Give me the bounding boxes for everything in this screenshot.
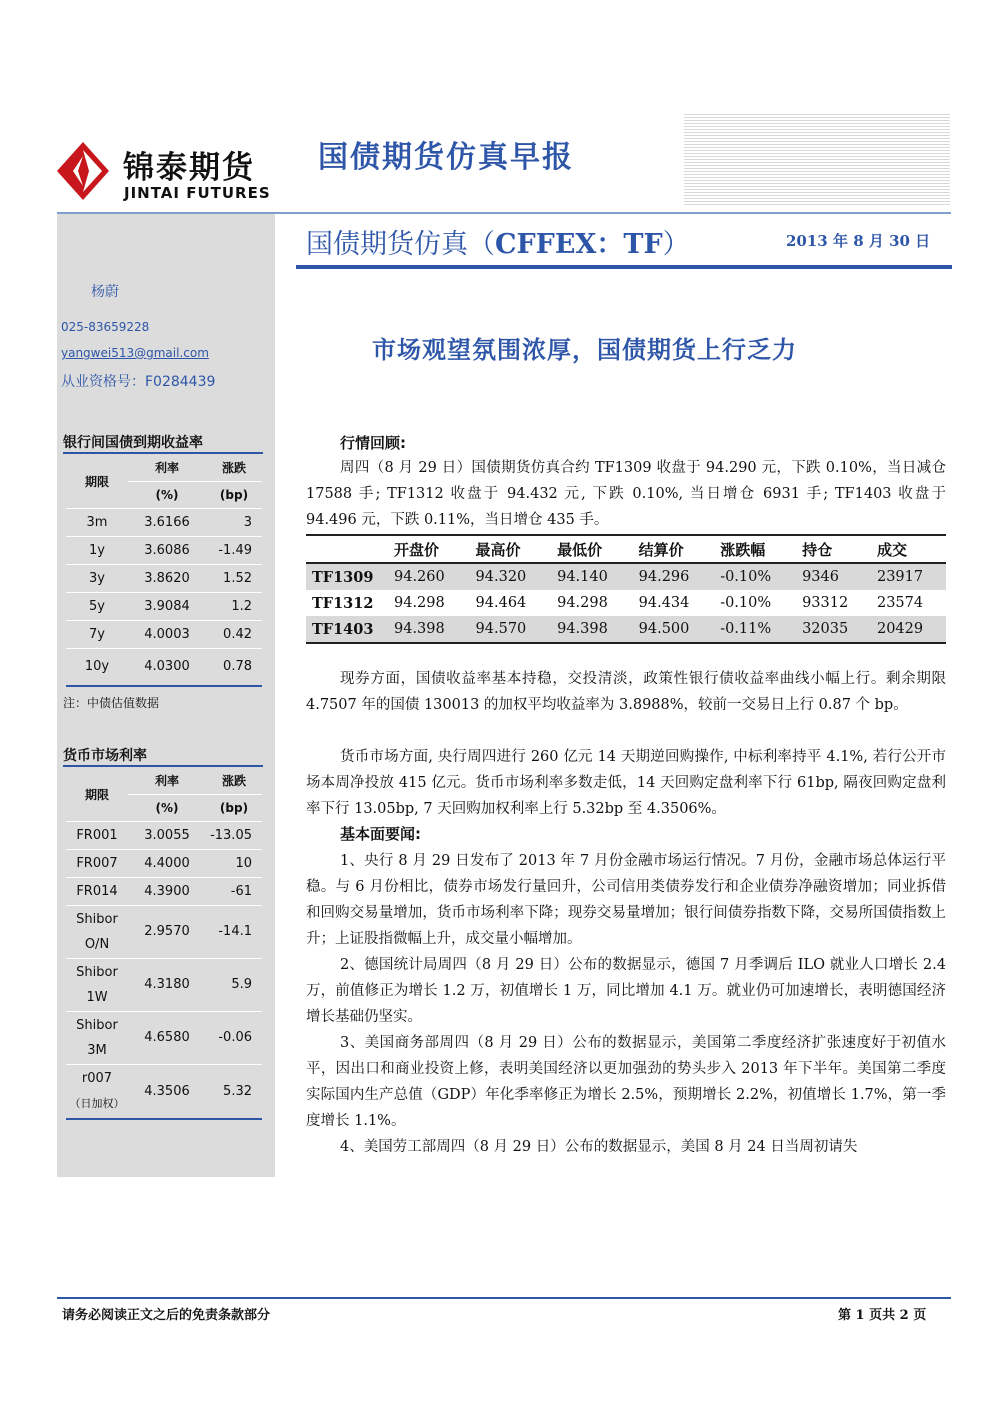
header-cell: 开盘价: [388, 535, 470, 563]
cell-volume: 23917: [871, 563, 946, 590]
report-title: 国债期货仿真早报: [318, 140, 574, 175]
col-rate-unit: (%): [128, 481, 206, 508]
cell-term: FR001: [66, 821, 128, 849]
cell-open: 94.398: [388, 616, 470, 643]
col-rate-header: 利率: [128, 768, 206, 794]
cell-rate: 4.4000: [128, 849, 206, 877]
author-license: 从业资格号：F0284439: [61, 374, 216, 390]
subheader-cn: 国债期货仿真（: [306, 229, 495, 260]
term-line1: Shibor: [76, 911, 118, 927]
table-row: [306, 563, 946, 590]
cell-volume: 23574: [876, 595, 924, 611]
cell-change: -14.1: [206, 905, 262, 958]
header-cell: 成交: [871, 535, 946, 563]
col-change-unit: (bp): [206, 794, 262, 821]
cell-term: 10y: [66, 648, 128, 686]
cell-term: [66, 1064, 128, 1119]
cell-change: -61: [206, 877, 262, 905]
col-term-header: 期限: [66, 768, 128, 821]
cell-change: -13.05: [206, 821, 262, 849]
term-line1: Shibor: [76, 964, 118, 980]
futures-table-header: [306, 535, 946, 563]
cell-rate: 3.9084: [128, 592, 206, 620]
cell-rate: 4.3900: [128, 877, 206, 905]
cell-rate: 3.8620: [128, 564, 206, 592]
cell-high: 94.570: [470, 616, 552, 643]
cell-change: 0.42: [206, 620, 262, 648]
col-change-header: 涨跌: [206, 768, 262, 794]
cell-change-pct: -0.10%: [714, 563, 796, 590]
cell-rate: 3.0055: [128, 821, 206, 849]
table-row: [66, 564, 262, 592]
header-cell: 持仓: [796, 535, 871, 563]
cell-open-interest: 93312: [802, 595, 849, 611]
cell-term: 7y: [66, 620, 128, 648]
cell-term: [66, 1011, 128, 1064]
cell-settle: 94.500: [633, 616, 715, 643]
term-line2: （日加权）: [69, 1097, 125, 1111]
term-line1: r007: [81, 1071, 113, 1087]
author-phone: 025-83659228: [61, 320, 150, 334]
table-row: [66, 905, 262, 958]
cell-open-interest: 32035: [796, 616, 871, 643]
term-line1: Shibor: [76, 1017, 118, 1033]
cell-term: 1y: [66, 536, 128, 564]
jintai-logo-icon: [55, 140, 111, 202]
cell-change: 5.9: [206, 958, 262, 1011]
money-market-paragraph: 货币市场方面, 央行周四进行 260 亿元 14 天期逆回购操作, 中标利率持平 4.1%, 若行公开市场本周净投放 415 亿元。货币市场利率多数走低，14 天回购定盘利率下行 61bp, 隔夜回购定盘利率下行 13.05bp, 7 天回购加权利率上行 5.32bp 至 4.3506%。: [306, 749, 946, 817]
article-headline: 市场观望氛围浓厚，国债期货上行乏力: [372, 336, 797, 364]
review-paragraph: 周四（8 月 29 日）国债期货仿真合约 TF1309 收盘于 94.290 元，下跌 0.10%，当日减仓 17588 手; TF1312 收盘于 94.432 元, 下跌 0.10%, 当日增仓 6931 手; TF1403 收盘于 94.496 元，下跌 0.11%，当日增仓 435 手。: [306, 460, 946, 528]
table-row: [66, 1011, 262, 1064]
subheader-divider: [296, 265, 952, 269]
cell-rate: 3.6166: [128, 508, 206, 536]
subheader-code: CFFEX：TF: [495, 229, 663, 260]
footer-page-number: 第 1 页共 2 页: [838, 1308, 927, 1323]
term-line2: O/N: [84, 936, 110, 952]
table-row: [66, 648, 262, 686]
cell-rate: 4.6580: [128, 1011, 206, 1064]
col-term-header: 期限: [66, 455, 128, 508]
cell-change: 3: [206, 508, 262, 536]
header-cell: 涨跌幅: [714, 535, 796, 563]
cell-open-interest: 9346: [796, 563, 871, 590]
footer-disclaimer: 请务必阅读正文之后的免责条款部分: [62, 1308, 271, 1323]
cell-change-pct: -0.11%: [714, 616, 796, 643]
author-email-link[interactable]: yangwei513@gmail.com: [61, 346, 209, 360]
contract-code: TF1309: [306, 563, 388, 590]
header-cell: 最低价: [551, 535, 633, 563]
table-row: [66, 1064, 262, 1119]
col-rate-unit: (%): [128, 794, 206, 821]
cell-rate: 4.0300: [128, 648, 206, 686]
cell-settle: 94.296: [633, 563, 715, 590]
cell-term: 5y: [66, 592, 128, 620]
cell-low: 94.140: [551, 563, 633, 590]
cell-rate: 4.3506: [128, 1064, 206, 1119]
cell-high: 94.464: [475, 595, 527, 611]
cell-change: 1.52: [206, 564, 262, 592]
cell-change: 5.32: [206, 1064, 262, 1119]
footer-divider: [57, 1297, 951, 1299]
cell-term: 3y: [66, 564, 128, 592]
author-name: 杨蔚: [91, 284, 119, 300]
cell-rate: 3.6086: [128, 536, 206, 564]
table-row: [66, 877, 262, 905]
cell-change: -1.49: [206, 536, 262, 564]
cell-open: 94.298: [394, 595, 445, 611]
fundamentals-section-title: 基本面要闻:: [340, 825, 421, 843]
bond-yields-heading: 银行间国债到期收益率: [63, 435, 203, 451]
contract-code: TF1312: [312, 594, 374, 612]
company-logo: [55, 140, 275, 210]
cell-rate: 2.9570: [128, 905, 206, 958]
news-item-4: 4、美国劳工部周四（8 月 29 日）公布的数据显示，美国 8 月 24 日当周初请失: [340, 1139, 858, 1155]
term-line2: 3M: [87, 1042, 107, 1058]
cell-change: 0.78: [206, 648, 262, 686]
logo-name-en: JINTAI FUTURES: [124, 184, 271, 202]
table-row: [66, 958, 262, 1011]
table-row: [66, 536, 262, 564]
table-row: [306, 590, 946, 616]
cell-term: FR007: [66, 849, 128, 877]
col-rate-header: 利率: [128, 455, 206, 481]
cell-term: [66, 958, 128, 1011]
cell-open: 94.260: [388, 563, 470, 590]
cell-volume: 20429: [871, 616, 946, 643]
money-market-heading-line: [63, 765, 263, 767]
data-source-note: 注：中债估值数据: [63, 696, 160, 710]
review-section-title: 行情回顾:: [340, 434, 406, 452]
bond-yields-heading-line: [63, 452, 263, 454]
table-row: [66, 592, 262, 620]
news-item-3: 3、美国商务部周四（8 月 29 日）公布的数据显示，美国第二季度经济扩张速度好于初值水平，因出口和商业投资上修，表明美国经济以更加强劲的势头步入 2013 年下半年。美国第二季度实际国内生产总值（GDP）年化季率修正为增长 2.5%，预期增长 2.2%，初值增长 1.7%，第一季度增长 1.1%。: [306, 1035, 946, 1129]
cell-term: 3m: [66, 508, 128, 536]
money-market-table: [66, 768, 262, 1120]
col-change-header: 涨跌: [206, 455, 262, 481]
news-item-1: 1、央行 8 月 29 日发布了 2013 年 7 月份金融市场运行情况。7 月份，金融市场总体运行平稳。与 6 月份相比，债券市场发行量回升，公司信用类债券发行和企业债券净融资增加；同业拆借和回购交易量增加，货币市场利率下降；现券交易量增加；银行间债券指数下降，交易所国债指数上升；上证股指微幅上升，成交量小幅增加。: [306, 853, 946, 947]
futures-table: [306, 534, 946, 644]
table-row: [66, 821, 262, 849]
logo-name-cn: 锦泰期货: [123, 150, 255, 186]
bond-yields-table: [66, 455, 262, 687]
table-row: [66, 620, 262, 648]
contract-code: TF1403: [306, 616, 388, 643]
report-date: 2013 年 8 月 30 日: [786, 232, 931, 250]
cell-low: 94.298: [557, 595, 608, 611]
cell-settle: 94.434: [638, 595, 690, 611]
header-cell: [306, 535, 388, 563]
money-market-heading: 货币市场利率: [63, 748, 147, 764]
cell-change-pct: -0.10%: [720, 595, 772, 611]
cell-change: 10: [206, 849, 262, 877]
cell-term: [66, 905, 128, 958]
cell-high: 94.320: [470, 563, 552, 590]
term-line2: 1W: [86, 989, 108, 1005]
cell-change: 1.2: [206, 592, 262, 620]
header-divider: [57, 212, 951, 214]
spot-market-paragraph: 现券方面，国债收益率基本持稳，交投清淡，政策性银行债收益率曲线小幅上行。剩余期限 4.7507 年的国债 130013 的加权平均收益率为 3.8988%，较前一交易日上行 0.87 个 bp。: [306, 671, 946, 713]
subheader-close: ）: [662, 229, 690, 260]
decorative-stripes: [684, 114, 950, 206]
col-change-unit: (bp): [206, 481, 262, 508]
header-cell: 结算价: [633, 535, 715, 563]
cell-low: 94.398: [551, 616, 633, 643]
report-subheader: [306, 222, 690, 261]
news-item-2: 2、德国统计局周四（8 月 29 日）公布的数据显示，德国 7 月季调后 ILO 就业人口增长 2.4 万，前值修正为增长 1.2 万，初值增长 1 万，同比增加 4.1 万。就业仍可加速增长，表明德国经济增长基础仍坚实。: [306, 957, 946, 1025]
table-row: [66, 849, 262, 877]
table-row: [306, 616, 946, 643]
cell-change: -0.06: [206, 1011, 262, 1064]
cell-rate: 4.3180: [128, 958, 206, 1011]
header-cell: 最高价: [470, 535, 552, 563]
table-row: [66, 508, 262, 536]
cell-rate: 4.0003: [128, 620, 206, 648]
cell-term: FR014: [66, 877, 128, 905]
